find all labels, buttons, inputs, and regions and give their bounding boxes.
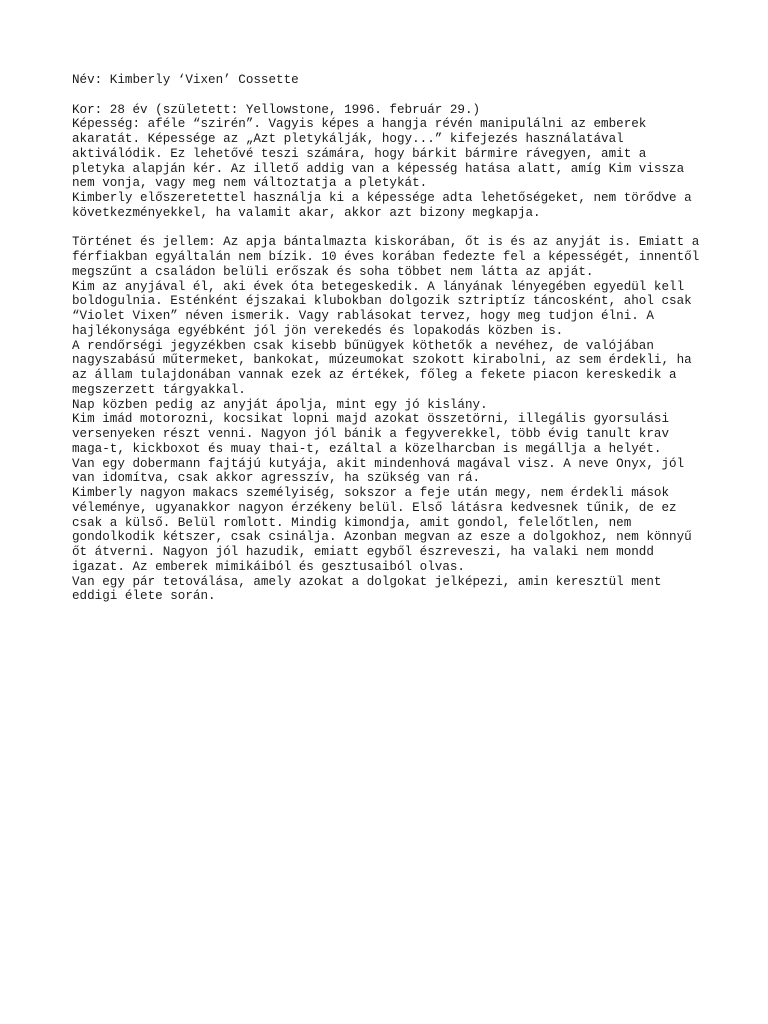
section-abilities <box>72 103 762 221</box>
paragraph-gap <box>72 88 762 103</box>
paragraph-gap <box>72 221 762 236</box>
text-line: Történet és jellem: Az apja bántalmazta kiskorában, őt is és az anyját is. Emiatt a <box>72 235 700 250</box>
text-line: boldogulnia. Esténként éjszakai klubokban dolgozik sztriptíz táncosként, ahol csak <box>72 294 692 309</box>
text-line: őt átverni. Nagyon jól hazudik, emiatt egyből észreveszi, ha valaki nem mondd <box>72 545 654 559</box>
text-line: Kimberly nagyon makacs személyiség, sokszor a feje után megy, nem érdekli mások <box>72 486 670 500</box>
text-line: Nap közben pedig az anyját ápolja, mint egy jó kislány. <box>72 397 488 412</box>
text-line: Kor: 28 év (született: Yellowstone, 1996. február 29.) <box>72 102 481 117</box>
text-line: megszerzett tárgyakkal. <box>72 382 246 397</box>
text-line: gondolkodik kétszer, csak csinálja. Azonban megvan az esze a dolgokhoz, nem könnyű <box>72 530 692 545</box>
text-line: hajlékonysága egyébként jól jön verekedés és lopakodás közben is. <box>72 323 564 338</box>
document-page <box>72 73 762 604</box>
text-line: az állam tulajdonában vannak ezek az értékek, főleg a fekete piacon kereskedik a <box>72 368 677 382</box>
text-line: A rendőrségi jegyzékben csak kisebb bűnügyek köthetők a nevéhez, de valójában <box>72 338 654 353</box>
text-line: igazat. Az emberek mimikáiból és gesztusaiból olvas. <box>72 559 465 574</box>
text-line: versenyeken részt venni. Nagyon jól bánik a fegyverekkel, több évig tanult krav <box>72 427 670 441</box>
text-line: van idomítva, csak akkor agresszív, ha szükség van rá. <box>72 471 481 486</box>
text-line: Van egy pár tetoválása, amely azokat a dolgokat jelképezi, amin keresztül ment <box>72 574 662 589</box>
text-line: csak a külső. Belül romlott. Mindig kimondja, amit gondol, felelőtlen, nem <box>72 515 632 530</box>
text-line: “Violet Vixen” néven ismerik. Vagy rablásokat tervez, hogy meg tudjon élni. A <box>72 309 654 323</box>
text-line: aktiválódik. Ez lehetővé teszi számára, hogy bárkit bármire rávegyen, amit a <box>72 146 647 161</box>
text-line: pletyka alapján kér. Az illető addig van a képesség hatása alatt, amíg Kim vissza <box>72 161 685 176</box>
section-story <box>72 235 762 604</box>
text-line: Kimberly előszeretettel használja ki a képessége adta lehetőségeket, nem törődve a <box>72 191 692 205</box>
text-line: Kim az anyjával él, aki évek óta betegeskedik. A lányának lényegében egyedül kell <box>72 279 685 294</box>
name-line: Név: Kimberly ‘Vixen’ Cossette <box>72 73 299 87</box>
text-line: nem vonja, vagy meg nem változtatja a pletykát. <box>72 176 428 191</box>
text-line: nagyszabású műtermeket, bankokat, múzeumokat szokott kirabolni, az sem érdekli, ha <box>72 353 692 368</box>
text-line: maga-t, kickboxot és muay thai-t, ezáltal a közelharcban is megállja a helyét. <box>72 441 662 456</box>
text-line: Képesség: aféle “szirén”. Vagyis képes a hangja révén manipulálni az emberek <box>72 117 647 132</box>
text-line: következményekkel, ha valamit akar, akkor azt bizony megkapja. <box>72 205 541 220</box>
text-line: Kim imád motorozni, kocsikat lopni majd azokat összetörni, illegális gyorsulási <box>72 412 670 427</box>
text-line: megszűnt a családon belüli erőszak és soha többet nem látta az apját. <box>72 264 594 279</box>
text-line: férfiakban egyáltalán nem bízik. 10 éves korában fedezte fel a képességét, innentől <box>72 250 700 264</box>
text-line: eddigi élete során. <box>72 589 216 604</box>
text-line: akaratát. Képessége az „Azt pletykálják, hogy...” kifejezés használatával <box>72 132 624 146</box>
text-line: véleménye, ugyanakkor nagyon érzékeny belül. Első látásra kedvesnek tűnik, de ez <box>72 500 677 515</box>
text-line: Van egy dobermann fajtájú kutyája, akit mindenhová magával visz. A neve Onyx, jól <box>72 456 685 471</box>
